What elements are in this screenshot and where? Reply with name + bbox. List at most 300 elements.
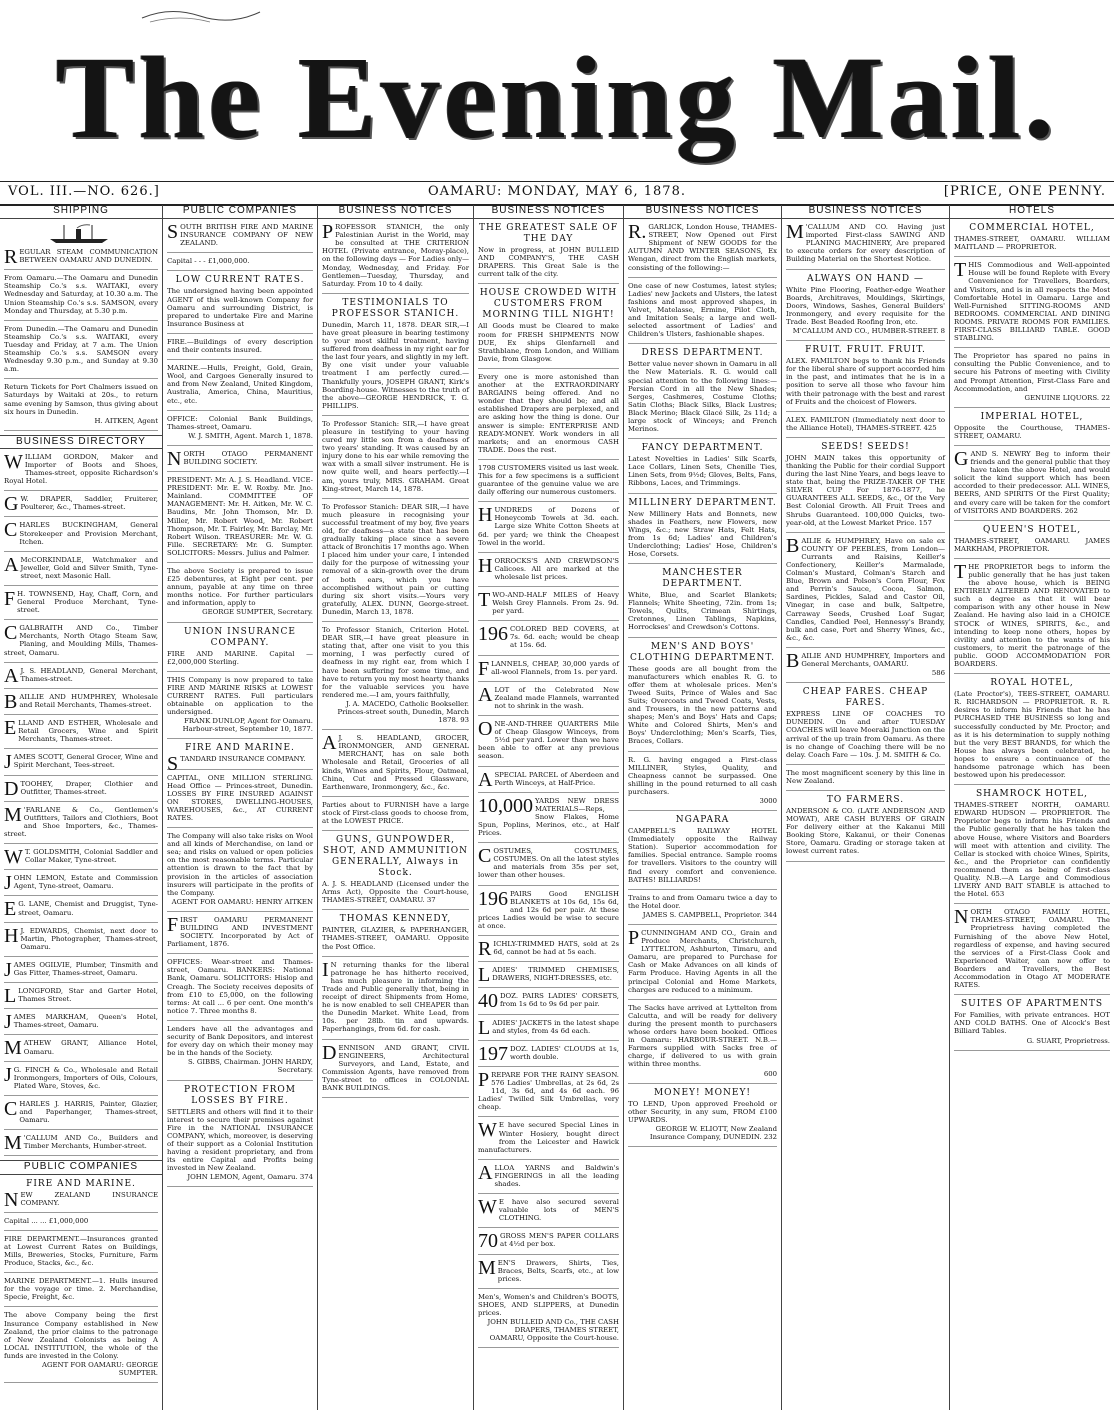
ad-body: HARLES BUCKINGHAM, General Storekeeper and Provision Merchant, Itchen.: [19, 521, 158, 546]
ad-heading: COMMERCIAL HOTEL,: [969, 223, 1095, 234]
advertisement: [167, 774, 313, 823]
rule-divider: [954, 347, 1110, 348]
rule-divider: [322, 909, 469, 910]
ad-body: DOZ. LADIES' CLOUDS at 1s, worth double.: [510, 1044, 619, 1061]
advertisement: [478, 1016, 619, 1039]
advertisement: [628, 282, 777, 339]
ad-body: The Proprietor has spared no pains in consulting the Public Convenience, and to secure his Patrons of meeting with Civility and Prompt Attention, First-Class Fare and Accommodation, and: [954, 352, 1110, 393]
drop-capital: N: [954, 906, 969, 929]
masthead-ornament: [140, 4, 280, 30]
rule-divider: [4, 1095, 158, 1096]
advertisement: [4, 898, 158, 921]
rule-divider: [478, 1288, 619, 1289]
rule-divider: [954, 1050, 1110, 1051]
ad-body: EW ZEALAND INSURANCE COMPANY.: [20, 1190, 158, 1207]
rule-divider: [4, 688, 158, 689]
rule-divider: [478, 1159, 619, 1160]
drop-capital: G: [954, 447, 969, 470]
rule-divider: [167, 445, 313, 446]
column-heading: BUSINESS NOTICES: [624, 205, 781, 219]
rule-divider: [4, 714, 158, 715]
ad-body: Dunedin, March 11, 1878. DEAR SIR,—I have great pleasure in bearing testimony to your most skilful treatment, having suffered from deafness in my right ear for the last four years, and slightly in my left. By one visit under your valuable treatment I am perfectly cured.—Thankfully yours, JOSEPH GRANT, Kirk's Boarding-house. Witnesses to the truth of the above—GEORGE HENDRICK, T. G. PHILLIPS.: [322, 320, 469, 410]
rule-divider: [4, 748, 158, 749]
drop-capital: C: [4, 622, 18, 645]
rule-divider: [4, 982, 158, 983]
advertisement: [478, 1068, 619, 1112]
ad-body: ORTH OTAGO PERMANENT BUILDING SOCIETY.: [183, 449, 313, 466]
rule-divider: [628, 889, 777, 890]
ad-body: AILIE & HUMPHREY, Have on sale ex COUNTY OF PEEBLES, from London— Currants and Raisins, Keiller's Confectionery, Keiller's Marmalade, Colman's Mustard, Colman's Starch and Blue, Brown and Polson's Corn Flour, Fox and Perrin's Sauce, Cocoa, Salmon, Sardines, Pickles, Salad and Castor Oil, Vinegar, in case and bulk, Saltpetre, Carraway Seeds, Crushed Loaf Sugar, Candles, Candied Peel, Hennessy's Brandy, bulk and case, Port and Sherry Wines, &c., &c., &c.: [786, 536, 945, 642]
ad-heading: SHAMROCK HOTEL,: [976, 789, 1088, 800]
advertisement: [4, 1217, 158, 1225]
ad-body: AMES MARKHAM, Queen's Hotel, Thames-street, Oamaru.: [13, 1013, 158, 1030]
ad-body: T. GOLDSMITH, Colonial Saddler and Collar Maker, Tyne-street.: [24, 848, 158, 865]
rule-divider: [4, 1061, 158, 1062]
drop-capital: B: [786, 649, 800, 672]
rule-divider: [954, 256, 1110, 257]
rule-divider: [478, 1014, 619, 1015]
ad-body: Latest Novelties in Ladies' Silk Scarfs, Lace Collars, Linen Sets, Chenille Ties, Linen Sets, from 9½d; Gloves, Belts, Fans, Ribbons, Laces, and Trimmings.: [628, 455, 777, 488]
rule-divider: [4, 956, 158, 957]
ad-signature: H. AITKEN, Agent: [94, 416, 158, 425]
ad-body: ORROCKS'S AND CREWDSON'S Calicoes. All are marked at the wholesale list prices.: [494, 556, 619, 581]
rule-divider: [322, 293, 469, 294]
advertisement: [167, 223, 313, 247]
drop-capital: J: [4, 1011, 12, 1034]
rule-divider: [4, 490, 158, 491]
advertisement: [322, 914, 469, 950]
advertisement: [167, 832, 313, 906]
rule-divider: [478, 715, 619, 716]
column-heading: BUSINESS NOTICES: [474, 205, 623, 219]
drop-capital: D: [4, 777, 19, 800]
ad-body: The most magnificent scenery by this line in New Zealand.: [786, 768, 945, 785]
rule-divider: [322, 796, 469, 797]
advertisement: [4, 1097, 158, 1125]
rule-divider: [322, 956, 469, 957]
column-heading: BUSINESS NOTICES: [782, 205, 949, 219]
drop-capital: B: [4, 690, 18, 713]
advertisement: [322, 801, 469, 825]
advertisement: [478, 847, 619, 879]
rule-divider: [954, 520, 1110, 521]
advertisement: [478, 625, 619, 649]
rule-divider: [478, 501, 619, 502]
ad-body: Capital ... ... £1,000,000: [4, 1216, 89, 1225]
rule-divider: [4, 801, 158, 802]
advertisement: [628, 929, 777, 994]
rule-divider: [4, 895, 158, 896]
advertisement: [478, 1230, 619, 1253]
ad-body: MARINE DEPARTMENT.—1. Hulls insured for the voyage or time. 2. Merchandise, Specie, Freight, &c.: [4, 1277, 158, 1302]
drop-capital: H: [478, 554, 493, 577]
ad-body: The Sacks have arrived at Lyttelton from Calcutta, and will be ready for delivery during the present month to purchasers whose orders have been booked. Offices in Oamaru: HARBOUR-STREET. N.B.—Farmers supplied with Sacks free of charge, if delivered to us with grain within three months.: [628, 1003, 777, 1069]
ad-heading: MILLINERY DEPARTMENT.: [628, 497, 777, 508]
advertisement: [167, 338, 313, 354]
ad-body: HIS Commodious and Well-appointed House will be found Replete with Every Convenience for Travellers, Boarders, and Visitors, and is in all respects the Most Comfortable Hotel in Oamaru. Large and Well-Furnished SITTING-ROOMS AND BEDROOMS. COMMERCIAL AND DINING ROOMS. PRIVATE ROOMS FOR FAMILIES. FIRST-CLASS BILLIARD TABLE. GOOD STABLING.: [954, 261, 1110, 343]
advertisement: [4, 872, 158, 895]
ad-signature: AGENT FOR OAMARU: GEORGE SUMPTER.: [42, 1361, 158, 1378]
ad-signature: JOHN BULLEID AND Co., THE CASH DRAPERS, THAMES STREET, OAMARU, Opposite the Court-house.: [487, 1318, 619, 1343]
advertisement: [628, 756, 777, 806]
advertisement: [628, 894, 777, 919]
advertisement: [478, 657, 619, 680]
rule-divider: [167, 827, 313, 828]
ad-body: HE PROPRIETOR begs to inform the public generally that he has just taken the above house, which is BEING ENTIRELY ALTERED AND RENOVATED to such a degree as that it will bear comparison with any other house in New Zealand. He having also laid in a CHOICE STOCK of WINES, SPIRITS, &c., and intending to keep none others, hopes by civility and attention to the wants of his customers, to merit the patronage of the public. GOOD ACCOMMODATION FOR BOARDERS.: [954, 562, 1110, 669]
advertisement: [4, 246, 158, 269]
rule-divider: [628, 1146, 777, 1147]
ad-body: 'CALLUM AND Co., Builders and Timber Merchants, Humber-street.: [23, 1134, 158, 1151]
rule-divider: [786, 532, 945, 533]
ad-body: To Professor Stanich, Criterion Hotel. DEAR SIR,—I have great pleasure in stating that, after one visit to you this morning, I was perfectly cured of deafness in my right ear, from which I have been suffering for some time, and have to return you my most hearty thanks for the valuable services you have rendered me.—I am, yours faithfully,: [322, 626, 470, 699]
ad-body: GALBRAITH AND Co., Timber Merchants, North Otago Steam Saw, Planing, and Moulding Mills, Thames-street, Oamaru.: [4, 624, 158, 657]
advertisement: [478, 1042, 619, 1065]
drop-capital: D: [322, 1041, 337, 1064]
rule-divider: [628, 924, 777, 925]
ad-body: FIRE AND MARINE. Capital — £2,000,000 Sterling.: [167, 649, 313, 666]
advertisement: [478, 1161, 619, 1188]
rule-divider: [4, 378, 158, 379]
ad-signature: 586: [931, 669, 945, 678]
drop-capital: A: [478, 683, 493, 706]
advertisement: [4, 1063, 158, 1090]
rule-divider: [478, 620, 619, 621]
ad-body: UNDREDS of Dozens of Honeycomb Towels at 3d. each. Large size White Cotton Sheets at 6d. per yard; we think the Cheapest Towel in the world.: [478, 506, 619, 547]
drop-capital: J: [4, 1063, 12, 1086]
column-shipping: [0, 205, 163, 1410]
advertisement: [4, 383, 158, 424]
rule-divider: [167, 953, 313, 954]
rule-divider: [4, 1212, 158, 1213]
ad-signature: M'CALLUM AND CO., HUMBER-STREET. 8: [792, 327, 945, 336]
rule-divider: [478, 586, 619, 587]
drop-capital: L: [478, 964, 491, 987]
rule-divider: [628, 277, 777, 278]
advertisement: [4, 1235, 158, 1267]
advertisement: [954, 999, 1110, 1044]
rule-divider: [322, 1039, 469, 1040]
advertisement: [167, 627, 313, 666]
rule-divider: [954, 558, 1110, 559]
ad-body: G. FINCH & Co., Wholesale and Retail Ironmongers, Importers of Oils, Colours, Plated Ware, Stoves, &c.: [13, 1065, 158, 1090]
drop-capital: H: [4, 924, 19, 947]
advertisement: [4, 751, 158, 774]
advertisement: [628, 223, 777, 272]
rule-divider: [322, 621, 469, 622]
rule-divider: [478, 283, 619, 284]
advertisement: [4, 664, 158, 687]
drop-capital: H: [478, 504, 493, 527]
ad-heading: SEEDS! SEEDS!: [821, 441, 910, 452]
drop-capital: C: [478, 845, 492, 868]
ad-body: OFFICE: Colonial Bank Buildings, Thames-street, Oamaru.: [167, 414, 313, 431]
advertisement: [786, 223, 945, 263]
advertisement: [322, 958, 469, 1034]
drop-capital: J: [4, 958, 12, 981]
rule-divider: [478, 1347, 619, 1348]
ad-body: Return Tickets for Port Chalmers issued on Saturdays by Waitaki at 20s., to return same evening by Samson, thus giving about six hours in Dunedin.: [4, 383, 158, 416]
rule-divider: [786, 790, 945, 791]
rule-divider: [954, 445, 1110, 446]
rule-divider: [322, 415, 469, 416]
advertisement: [628, 815, 777, 884]
drop-capital: J: [4, 751, 12, 774]
ad-heading: HOUSE CROWDED WITH CUSTOMERS FROM MORNING TILL NIGHT!: [479, 288, 618, 321]
rule-divider: [628, 999, 777, 1000]
advertisement: [4, 521, 158, 545]
advertisement: [4, 553, 158, 580]
ad-body: Better value never shown in Oamaru in all the New Materials. R. G. would call special attention to the following lines:—Persian Cord in all the New Shades; Serges, Cashmeres, Costume Cloths; Satin Cloths; Black Silks, Black Lustres; Black Merino; Black Glacé Silk, 2s 11d; a large stock of Winceys; and French Merinos.: [628, 360, 777, 434]
rule-divider: [786, 340, 945, 341]
rule-divider: [167, 333, 313, 334]
advertisement: [628, 443, 777, 487]
rule-divider: [4, 1008, 158, 1009]
column-heading: BUSINESS NOTICES: [318, 205, 473, 219]
ad-body: LLAND AND ESTHER, Wholesale and Retail Grocers, Wine and Spirit Merchants, Thames-street.: [18, 719, 158, 744]
ad-body: ALEX. FAMILTON begs to thank his Friends for the liberal share of support accorded him in the past, and intimates that he is in a position to serve all those who favour him with their patronage with the best and rarest of Fruits and the choicest of Flowers.: [786, 357, 945, 406]
advertisement: [322, 1041, 469, 1093]
advertisement: [954, 223, 1110, 251]
drop-capital: 10,000: [478, 794, 533, 817]
drop-capital: F: [478, 657, 490, 680]
rule-divider: [4, 551, 158, 552]
rule-divider: [478, 1193, 619, 1194]
advertisement: [478, 794, 619, 838]
rule-divider: [4, 516, 158, 517]
ad-signature: 600: [763, 1069, 777, 1078]
rule-divider: [322, 830, 469, 831]
ad-body: From Oamaru.—The Oamaru and Dunedin Steamship Co.'s s.s. WAITAKI, every Wednesday and Saturday, at 10.30 a.m. The Union Steamship Co.'s s.s. SAMSON, every Monday and Thursday, at 5.30 p.m.: [4, 274, 158, 315]
advertisement: [167, 676, 313, 734]
ad-body: TOOHEY, Draper, Clothier and Outfitter, Thames-street.: [20, 779, 158, 796]
advertisement: [478, 887, 619, 930]
rule-divider: [628, 751, 777, 752]
ad-heading: TESTIMONIALS TO PROFESSOR STANICH.: [331, 297, 460, 319]
rule-divider: [786, 269, 945, 270]
advertisement: [478, 373, 619, 454]
rule-divider: [478, 459, 619, 460]
rule-divider: [4, 662, 158, 663]
ad-body: Capital - - - £1,000,000.: [167, 257, 250, 266]
rule-divider: [954, 994, 1110, 995]
ad-heading: THE GREATEST SALE OF THE DAY: [478, 223, 619, 245]
ad-heading: UNION INSURANCE COMPANY.: [184, 626, 296, 648]
price: [PRICE, ONE PENNY.: [943, 184, 1106, 199]
advertisement: [628, 348, 777, 433]
ad-body: The above Company being the first Insurance Company established in New Zealand, the prior claims to the patronage of New Zealand Colonists as being A LOCAL INSTITUTION, the whole of the funds are invested in the Colony.: [4, 1311, 158, 1360]
advertisement: [167, 1025, 313, 1075]
ad-heading: FIRE AND MARINE.: [26, 1178, 136, 1189]
advertisement: [4, 958, 158, 981]
drop-capital: A: [322, 732, 337, 755]
advertisement: [786, 442, 945, 527]
drop-capital: W: [478, 1196, 497, 1219]
ad-heading: THOMAS KENNEDY,: [339, 914, 452, 925]
ad-heading: CHEAP FARES. CHEAP FARES.: [802, 687, 929, 709]
drop-capital: P: [628, 927, 640, 949]
rule-divider: [322, 498, 469, 499]
ad-heading: IMPERIAL HOTEL,: [980, 411, 1084, 422]
ad-body: To Professor Stanich: DEAR SIR,—I have much pleasure in recognising your successful treatment of my boy, five years old, for deafness—a state that has been gradually taking place since a severe attack of Bronchitis 17 months ago. When I placed him under your care, I intended daily for the purpose of witnessing your removal of a skin-growth over the drum of both ears, which you have accomplished without pain or cutting during six short visits.—Yours very gratefully, ALEX. DUNN, George-street. Dunedin, March 13, 1878.: [322, 502, 469, 616]
drop-capital: J: [4, 872, 12, 895]
rule-divider: [786, 861, 945, 862]
advertisement: [954, 352, 1110, 402]
ad-body: AILLIE AND HUMPHREY, Wholesale and Retail Merchants, Thames-street.: [19, 692, 158, 709]
rule-divider: [4, 1382, 158, 1383]
advertisement: [786, 649, 945, 678]
rule-divider: [628, 438, 777, 439]
drop-capital: L: [4, 985, 17, 1008]
ad-heading: QUEEN'S HOTEL,: [982, 524, 1082, 535]
ad-heading: FANCY DEPARTMENT.: [641, 443, 764, 454]
rule-divider: [4, 1230, 158, 1231]
advertisement: [322, 503, 469, 616]
column-public-companies: [163, 205, 318, 1410]
ad-body: THAMES-STREET, OAMARU. WILLIAM MAITLAND — PROPRIETOR.: [954, 235, 1110, 252]
advertisement: [786, 687, 945, 759]
drop-capital: R.: [628, 221, 647, 244]
advertisement: [322, 420, 469, 493]
advertisement: [322, 298, 469, 410]
drop-capital: M: [4, 1037, 22, 1060]
advertisement: [167, 1085, 313, 1182]
drop-capital: P: [322, 221, 334, 244]
ad-body: A. J. S. HEADLAND (Licensed under the Arms Act), Opposite the Court-house, THAMES-STREET, OAMARU. 37: [322, 880, 469, 905]
drop-capital: F: [167, 913, 179, 936]
rule-divider: [628, 493, 777, 494]
rule-divider: [4, 619, 158, 620]
drop-capital: L: [478, 1016, 491, 1039]
ad-body: OSTUMES, COSTUMES, COSTUMES. On all the latest styles and materials from 35s per set, lower than other houses.: [478, 847, 619, 880]
ad-heading: MONEY! MONEY!: [653, 1087, 752, 1098]
ad-body: 'CALLUM AND CO. Having just imported First-class SAWING AND PLANING MACHINERY, Are prepared to execute orders for every description of Building Material on the Shortest Notice.: [786, 223, 945, 264]
dateline: [0, 181, 1114, 206]
rule-divider: [167, 622, 313, 623]
column-business-notices-3: [624, 205, 782, 1410]
rule-divider: [628, 343, 777, 344]
ad-signature: FRANK DUNLOP, Agent for Oamaru. Harbour-street, September 10, 1877.: [182, 717, 313, 734]
ad-body: IRST OAMARU PERMANENT BUILDING AND INVESTMENT SOCIETY. Incorporated by Act of Parliament, 1876.: [167, 915, 313, 949]
rule-divider: [786, 437, 945, 438]
drop-capital: B: [786, 534, 800, 557]
ad-body: GARLICK, London House, THAMES-STREET, Now Opened out First Shipment of NEW GOODS for the AUTUMN AND WINTER SEASONS, Ex Wengan, direct from the English markets, consisting of the following:—: [628, 223, 777, 272]
ad-body: White, Blue, and Scarlet Blankets; Flannels; White Sheeting, 72in. from 1s; Towels, Quilts, Crimean Shirtings, Cretonnes, Linen Tablings, Napkins, Horrockses' and Crewdson's Cottons.: [628, 591, 777, 632]
rule-divider: [478, 792, 619, 793]
ad-signature: J. A. MACEDO, Catholic Bookseller. Princes-street south, Dunedin, March 1878. 93: [337, 699, 469, 725]
column-heading: HOTELS: [950, 205, 1114, 219]
rule-divider: [4, 269, 158, 270]
ad-body: 1798 CUSTOMERS visited us last week. This for a few specimens is a sufficient guarantee of the genuine value we are daily offering our numerous customers.: [478, 463, 619, 497]
ad-body: OUTH BRITISH FIRE AND MARINE INSURANCE COMPANY OF NEW ZEALAND.: [180, 223, 313, 248]
rule-divider: [478, 552, 619, 553]
advertisement: [478, 288, 619, 362]
advertisement: [167, 257, 313, 265]
drop-capital: P: [478, 1068, 490, 1091]
ad-body: The above Society is prepared to issue £25 debentures, at Eight per cent. per annum, payable at any time on three months notice. For further particulars and information, apply to: [167, 567, 313, 608]
drop-capital: A: [478, 768, 493, 791]
rule-divider: [786, 647, 945, 648]
advertisement: [478, 1293, 619, 1343]
ad-signature: W. J. SMITH, Agent. March 1, 1878.: [188, 431, 313, 440]
advertisement: [478, 223, 619, 278]
ad-body: LONGFORD, Star and Garter Hotel, Thames Street.: [18, 987, 158, 1004]
ad-heading: LOW CURRENT RATES.: [175, 275, 305, 286]
advertisement: [628, 1088, 777, 1141]
ad-heading: ROYAL HOTEL,: [990, 678, 1074, 689]
ad-body: E have also secured several valuable lots of MEN'S CLOTHING.: [498, 1198, 619, 1223]
drop-capital: R: [4, 246, 18, 269]
ad-body: Parties about to FURNISH have a large stock of First-class goods to choose from, at the LOWEST PRICE.: [322, 800, 469, 825]
ad-body: AND S. NEWRY Beg to inform their friends and the general public that they have taken the above Hotel, and would solicit the kind support which has been accorded to their predecessor. ALL WINES, BEERS, AND SPIRITS Of the First Quality; and every care will be taken for the comfort of VISITORS AND BOARDERS. 262: [954, 449, 1110, 515]
newspaper-title: The Evening Mail.: [55, 32, 1059, 163]
rule-divider: [167, 911, 313, 912]
ad-signature: AGENT FOR OAMARU: HENRY AITKEN: [171, 897, 313, 906]
ad-body: ANDERSON & CO. (LATE ANDERSON AND MOWAT), ARE CASH BUYERS OF GRAIN For delivery either at the Kakanui Mill Booking Store, Kakanui, or their Conenas Store, Oamaru. Grading or storage taken at lowest current rates.: [786, 806, 945, 856]
rule-divider: [786, 764, 945, 765]
ad-heading: PROTECTION FROM LOSSES BY FIRE.: [184, 1084, 296, 1106]
drop-capital: M: [4, 803, 22, 826]
advertisement: [167, 743, 313, 776]
ad-body: White Pine Flooring, Feather-edge Weather Boards, Architraves, Mouldings, Skirtings, Doors, Windows, Sashes, General Builders' Ironmongery, and every requisite for the Trade. Best Beaded Roofing Iron, etc.: [786, 285, 945, 326]
advertisement: [478, 990, 619, 1013]
steamship-illustration: [46, 223, 116, 245]
ad-body: McCORKINDALE, Watchmaker and Jeweller, Gold and Silver Smith, Tyne-street, next Masonic Hall.: [20, 555, 158, 580]
rule-divider: [167, 738, 313, 739]
rule-divider: [167, 769, 313, 770]
rule-divider: [478, 1116, 619, 1117]
advertisement: [322, 734, 469, 791]
drop-capital: T: [954, 259, 967, 282]
ad-heading: GUNS, GUNPOWDER, SHOT, AND AMMUNITION GENERALLY, Always in Stock.: [322, 835, 468, 879]
advertisement: [4, 1178, 158, 1211]
ad-body: Opposite the Courthouse, THAMES-STREET, OAMARU.: [954, 423, 1110, 440]
advertisement: [167, 364, 313, 404]
ad-signature: S. GIBBS, Chairman. JOHN HARDY, Secretary.: [187, 1058, 313, 1075]
advertisement: [954, 261, 1110, 342]
ad-body: EN'S Drawers, Shirts, Ties, Braces, Belts, Scarfs, etc., at low prices.: [497, 1258, 619, 1283]
ad-body: J. S. HEADLAND, GROCER, IRONMONGER, AND GENERAL MERCHANT, has on sale both Wholesale and Retail, Groceries of all kinds, Wines and Spirits, Flour, Oatmeal, China, Cut and Pressed Glassware, Earthenware, Ironmongery, &c., &c.: [322, 734, 469, 791]
ad-body: HARLES J. HARRIS, Painter, Glazier, and Paperhanger, Thames-street, Oamaru.: [19, 1099, 158, 1125]
rule-divider: [167, 471, 313, 472]
column-business-notices-4: [782, 205, 950, 1410]
rule-divider: [4, 585, 158, 586]
drop-capital: W: [4, 846, 23, 869]
ad-body: LOT of the Celebrated New Zealand made Flannels, warranted not to shrink in the wash.: [494, 685, 619, 710]
ad-body: ICHLY-TRIMMED HATS, sold at 2s 6d, cannot be had at 5s each.: [493, 940, 619, 957]
advertisement: [628, 498, 777, 559]
ad-heading: DRESS DEPARTMENT.: [641, 348, 764, 359]
advertisement: [478, 1256, 619, 1283]
ad-body: AILIE AND HUMPHREY, Importers and General Merchants, OAMARU.: [801, 651, 945, 669]
rule-divider: [628, 637, 777, 638]
ad-heading: MEN'S AND BOYS' CLOTHING DEPARTMENT.: [630, 641, 775, 663]
ad-body: CAPITAL, ONE MILLION STERLING. Head Office — Princes-street, Dunedin. LOSSES BY FIRE INSURED AGAINST ON STORES, DWELLING-HOUSES, WAREHOUSES, &c., AT CURRENT RATES.: [167, 773, 313, 822]
advertisement: [167, 913, 313, 949]
rule-divider: [954, 407, 1110, 408]
ad-body: TO LEND, Upon approved Freehold or other Security, in any sum, FROM £100 UPWARDS.: [628, 1099, 777, 1124]
rule-divider: [478, 1040, 619, 1041]
drop-capital: 197: [478, 1042, 508, 1065]
advertisement: [4, 803, 158, 838]
rule-divider: [167, 1020, 313, 1021]
advertisement: [167, 567, 313, 617]
drop-capital: O: [478, 718, 493, 741]
rule-divider: [167, 359, 313, 360]
ad-body: W. DRAPER, Saddler, Fruiterer, Poulterer, &c., Thames-street.: [20, 495, 158, 512]
drop-capital: C: [4, 519, 18, 542]
rule-divider: [478, 935, 619, 936]
ad-body: LLOA YARNS and Baldwin's FINGERINGS in all the leading shades.: [494, 1163, 619, 1188]
